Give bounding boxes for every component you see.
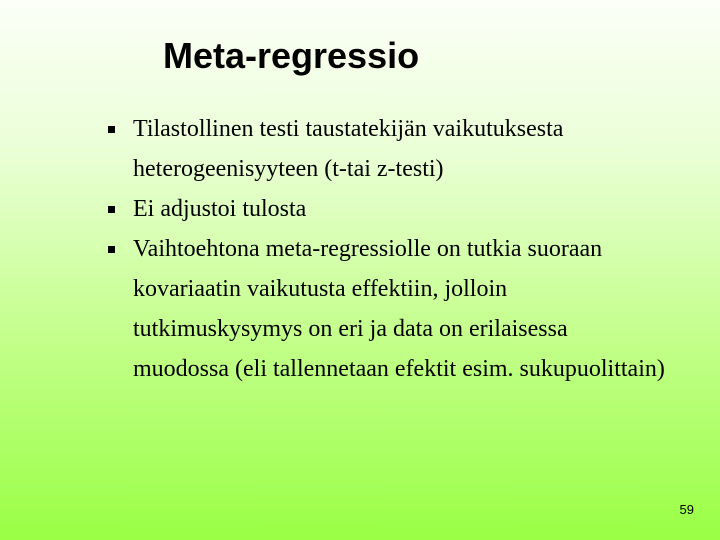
bullet-item: [108, 189, 668, 229]
bullet-text: Ei adjustoi tulosta: [133, 196, 307, 222]
bullet-item: [108, 109, 668, 189]
bullet-text: Tilastollinen testi taustatekijän vaikutuksesta heterogeenisyyteen (t-tai z-testi): [133, 116, 564, 182]
square-bullet-icon: [108, 206, 115, 213]
slide-title: Meta-regressio: [163, 35, 420, 76]
bullet-list: [108, 109, 668, 389]
square-bullet-icon: [108, 246, 115, 253]
bullet-text: Vaihtoehtona meta-regressiolle on tutkia suoraan kovariaatin vaikutusta effektiin, jolloin tutkimuskysymys on eri ja data on erilaisessa muodossa (eli tallennetaan efektit esim. sukupuolittain): [133, 236, 665, 382]
square-bullet-icon: [108, 126, 115, 133]
bullet-item: [108, 229, 668, 389]
page-number: 59: [679, 502, 694, 517]
